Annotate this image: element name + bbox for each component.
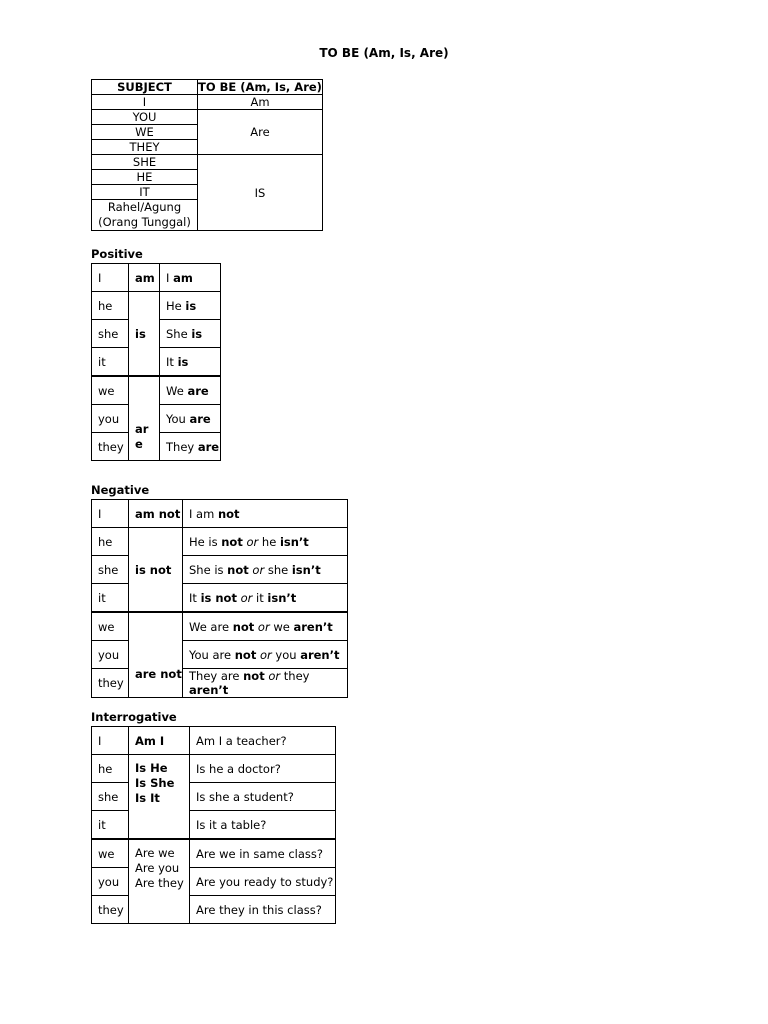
sentence-negation: not (234, 647, 257, 662)
table-header-row (92, 80, 323, 95)
sentence-negation: not (217, 506, 240, 521)
sentence-negation: not (227, 562, 249, 577)
subject-cell: THEY (92, 140, 198, 155)
sentence-text: I am (189, 506, 218, 521)
verb-cell: am not (129, 500, 183, 528)
subject-cell: I (92, 500, 129, 528)
sentence-cell (183, 500, 348, 528)
sentence-text: she (267, 562, 292, 577)
subject-cell: I (92, 727, 129, 755)
question-cell: Am I a teacher? (190, 727, 336, 755)
to-be-summary-table (91, 79, 323, 231)
subject-cell: she (92, 556, 129, 584)
subject-line: (Orang Tunggal) (98, 215, 191, 229)
positive-heading: Positive (91, 247, 143, 261)
sentence-text: It (166, 354, 178, 369)
subject-line: Rahel/Agung (107, 200, 182, 214)
table-row (92, 376, 221, 405)
sentence-text: they (283, 669, 310, 683)
subject-header: SUBJECT (92, 80, 198, 95)
sentence-contraction: isn’t (291, 562, 321, 577)
sentence-verb: are (197, 439, 220, 454)
question-cell: Are they in this class? (190, 896, 336, 924)
subject-cell: he (92, 528, 129, 556)
sentence-cell (183, 641, 348, 669)
sentence-text: We (166, 383, 188, 398)
question-cell: Are you ready to study? (190, 868, 336, 896)
subject-cell: IT (92, 185, 198, 200)
sentence-cell (160, 292, 221, 320)
table-row (92, 868, 336, 896)
subject-cell: it (92, 348, 129, 377)
subject-cell: she (92, 783, 129, 811)
or-word: or (236, 590, 257, 605)
subject-cell: he (92, 755, 129, 783)
table-row (92, 727, 336, 755)
sentence-negation: is not (200, 590, 237, 605)
verb-line: Is He (135, 761, 168, 775)
positive-table (91, 263, 221, 461)
sentence-text: They are (189, 669, 244, 683)
subject-cell: she (92, 320, 129, 348)
sentence-text: He (166, 298, 186, 313)
to-be-cell: Are (198, 110, 323, 155)
sentence-contraction: aren’t (300, 647, 340, 662)
subject-cell (92, 200, 198, 231)
sentence-text: he (261, 534, 280, 549)
sentence-text: He is (189, 534, 222, 549)
verb-cell: is not (129, 528, 183, 613)
or-word: or (256, 647, 276, 662)
table-row (92, 755, 336, 783)
subject-cell: they (92, 896, 129, 924)
sentence-verb: is (185, 298, 197, 313)
table-row (92, 95, 323, 110)
question-cell: Is she a student? (190, 783, 336, 811)
sentence-cell (160, 376, 221, 405)
subject-cell: we (92, 839, 129, 868)
sentence-text: She (166, 326, 192, 341)
table-row (92, 896, 336, 924)
subject-cell: we (92, 612, 129, 641)
verb-line: ar (135, 422, 149, 436)
sentence-cell (160, 433, 221, 461)
subject-cell: I (92, 264, 129, 292)
verb-cell (129, 755, 190, 840)
subject-cell: we (92, 376, 129, 405)
sentence-text: We are (189, 619, 233, 634)
verb-line: Are we (135, 846, 175, 860)
sentence-contraction: isn’t (279, 534, 309, 549)
subject-cell: WE (92, 125, 198, 140)
verb-cell: am (129, 264, 160, 292)
to-be-header: TO BE (Am, Is, Are) (198, 80, 322, 94)
sentence-contraction: aren’t (293, 619, 333, 634)
subject-cell: SHE (92, 155, 198, 170)
sentence-text: You (166, 411, 190, 426)
subject-cell: they (92, 433, 129, 461)
or-word: or (242, 534, 262, 549)
or-word: or (248, 562, 268, 577)
subject-cell: HE (92, 170, 198, 185)
verb-cell: are not (129, 612, 183, 698)
question-cell: Are we in same class? (190, 839, 336, 868)
sentence-text: we (273, 619, 294, 634)
subject-cell: YOU (92, 110, 198, 125)
subject-cell: you (92, 868, 129, 896)
subject-cell: you (92, 641, 129, 669)
verb-cell: is (129, 292, 160, 377)
negative-table (91, 499, 348, 698)
interrogative-table (91, 726, 336, 924)
or-word: or (264, 669, 284, 683)
sentence-cell (160, 320, 221, 348)
sentence-text: it (256, 590, 268, 605)
or-word: or (254, 619, 274, 634)
sentence-text: She is (189, 562, 228, 577)
sentence-cell (160, 405, 221, 433)
to-be-cell: Am (198, 95, 323, 110)
table-row (92, 155, 323, 170)
table-row (92, 264, 221, 292)
sentence-cell (183, 556, 348, 584)
sentence-cell (160, 264, 221, 292)
sentence-negation: not (243, 669, 265, 683)
verb-line: e (135, 437, 143, 451)
sentence-contraction: isn’t (267, 590, 297, 605)
verb-cell (129, 839, 190, 924)
sentence-cell (183, 584, 348, 613)
page-title: TO BE (Am, Is, Are) (319, 46, 449, 60)
verb-cell: Am I (129, 727, 190, 755)
sentence-text: They (166, 439, 198, 454)
sentence-cell (183, 612, 348, 641)
to-be-cell: IS (198, 155, 323, 231)
negative-heading: Negative (91, 483, 150, 497)
sentence-negation: not (221, 534, 243, 549)
subject-cell: I (92, 95, 198, 110)
sentence-verb: is (191, 326, 203, 341)
sentence-negation: not (232, 619, 255, 634)
verb-line: Is It (135, 791, 160, 805)
sentence-text: It (189, 590, 201, 605)
sentence-verb: is (177, 354, 189, 369)
sentence-cell (183, 528, 348, 556)
sentence-text: You are (189, 647, 235, 662)
subject-cell: it (92, 584, 129, 613)
table-row (92, 839, 336, 868)
verb-line: Are you (135, 861, 180, 875)
verb-line: Are they (135, 876, 184, 890)
subject-cell: he (92, 292, 129, 320)
subject-cell: you (92, 405, 129, 433)
verb-cell (129, 376, 160, 461)
sentence-verb: are (187, 383, 209, 398)
sentence-cell (183, 669, 348, 698)
table-row (92, 783, 336, 811)
sentence-text: you (275, 647, 301, 662)
table-row (92, 528, 348, 556)
question-cell: Is it a table? (190, 811, 336, 840)
sentence-text: I (166, 270, 174, 285)
sentence-verb: am (173, 270, 193, 285)
table-row (92, 811, 336, 840)
subject-cell: they (92, 669, 129, 698)
table-row (92, 292, 221, 320)
question-cell: Is he a doctor? (190, 755, 336, 783)
verb-line: Is She (135, 776, 175, 790)
table-row (92, 612, 348, 641)
sentence-cell (160, 348, 221, 377)
sentence-verb: are (189, 411, 211, 426)
subject-cell: it (92, 811, 129, 840)
table-row (92, 110, 323, 125)
sentence-contraction: aren’t (189, 683, 229, 697)
table-row (92, 500, 348, 528)
interrogative-heading: Interrogative (91, 710, 177, 724)
